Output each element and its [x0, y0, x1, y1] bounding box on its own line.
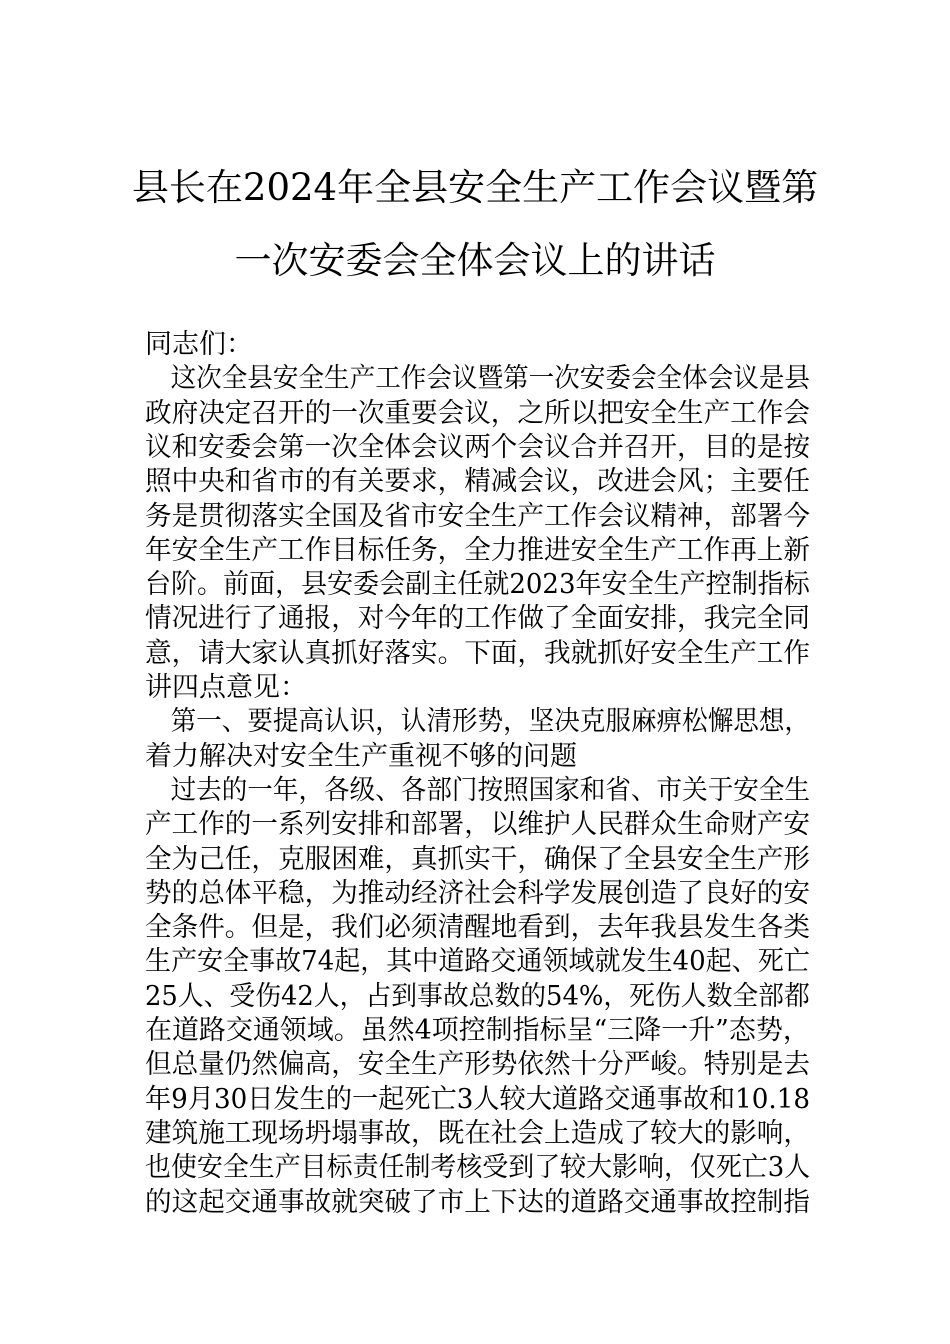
body-text-line: 但总量仍然偏高，安全生产形势依然十分严峻。特别是去	[145, 1049, 811, 1081]
body-text-line: 过去的一年，各级、各部门按照国家和省、市关于安全生	[145, 774, 811, 806]
body-text-line: 在道路交通领域。虽然4项控制指标呈“三降一升”态势，	[145, 1015, 810, 1046]
document-title-line-1: 县长在2024年全县安全生产工作会议暨第	[131, 166, 819, 209]
body-text-line: 台阶。前面，县安委会副主任就2023年安全生产控制指标	[145, 569, 810, 601]
body-text-line: 25人、受伤42人，占到事故总数的54%，死伤人数全部都	[145, 980, 810, 1012]
body-text-line: 第一、要提高认识，认清形势，坚决克服麻痹松懈思想，	[145, 706, 811, 738]
body-text-line: 议和安委会第一次全体会议两个会议合并召开，目的是按	[145, 431, 811, 463]
body-text-line: 讲四点意见：	[145, 672, 307, 703]
body-text-line: 务是贯彻落实全国及省市安全生产工作会议精神，部署今	[145, 500, 811, 532]
body-text-line: 年安全生产工作目标任务，全力推进安全生产工作再上新	[145, 534, 811, 566]
body-text-line: 情况进行了通报，对今年的工作做了全面安排，我完全同	[145, 603, 811, 635]
document-title-line-2: 一次安委会全体会议上的讲话	[234, 239, 716, 282]
body-text-line: 全为己任，克服困难，真抓实干，确保了全县安全生产形	[145, 843, 811, 875]
body-text-line: 的这起交通事故就突破了市上下达的道路交通事故控制指	[145, 1186, 811, 1218]
salutation: 同志们：	[145, 329, 253, 360]
body-text-line: 照中央和省市的有关要求，精减会议，改进会风；主要任	[145, 466, 811, 498]
body-text-line: 意，请大家认真抓好落实。下面，我就抓好安全生产工作	[145, 637, 811, 669]
body-text-line: 产工作的一系列安排和部署，以维护人民群众生命财产安	[145, 809, 811, 841]
body-text-line: 建筑施工现场坍塌事故，既在社会上造成了较大的影响，	[145, 1117, 811, 1149]
body-text-line: 着力解决对安全生产重视不够的问题	[145, 740, 577, 772]
body-text-line: 全条件。但是，我们必须清醒地看到，去年我县发生各类	[145, 912, 811, 944]
body-text-line: 生产安全事故74起，其中道路交通领域就发生40起、死亡	[145, 946, 810, 978]
body-text-line: 这次全县安全生产工作会议暨第一次安委会全体会议是县	[145, 363, 811, 395]
body-text-line: 也使安全生产目标责任制考核受到了较大影响，仅死亡3人	[145, 1152, 811, 1184]
body-text-line: 年9月30日发生的一起死亡3人较大道路交通事故和10.18	[145, 1083, 811, 1115]
body-text-line: 势的总体平稳，为推动经济社会科学发展创造了良好的安	[145, 877, 811, 909]
body-text-line: 政府决定召开的一次重要会议，之所以把安全生产工作会	[145, 397, 811, 429]
